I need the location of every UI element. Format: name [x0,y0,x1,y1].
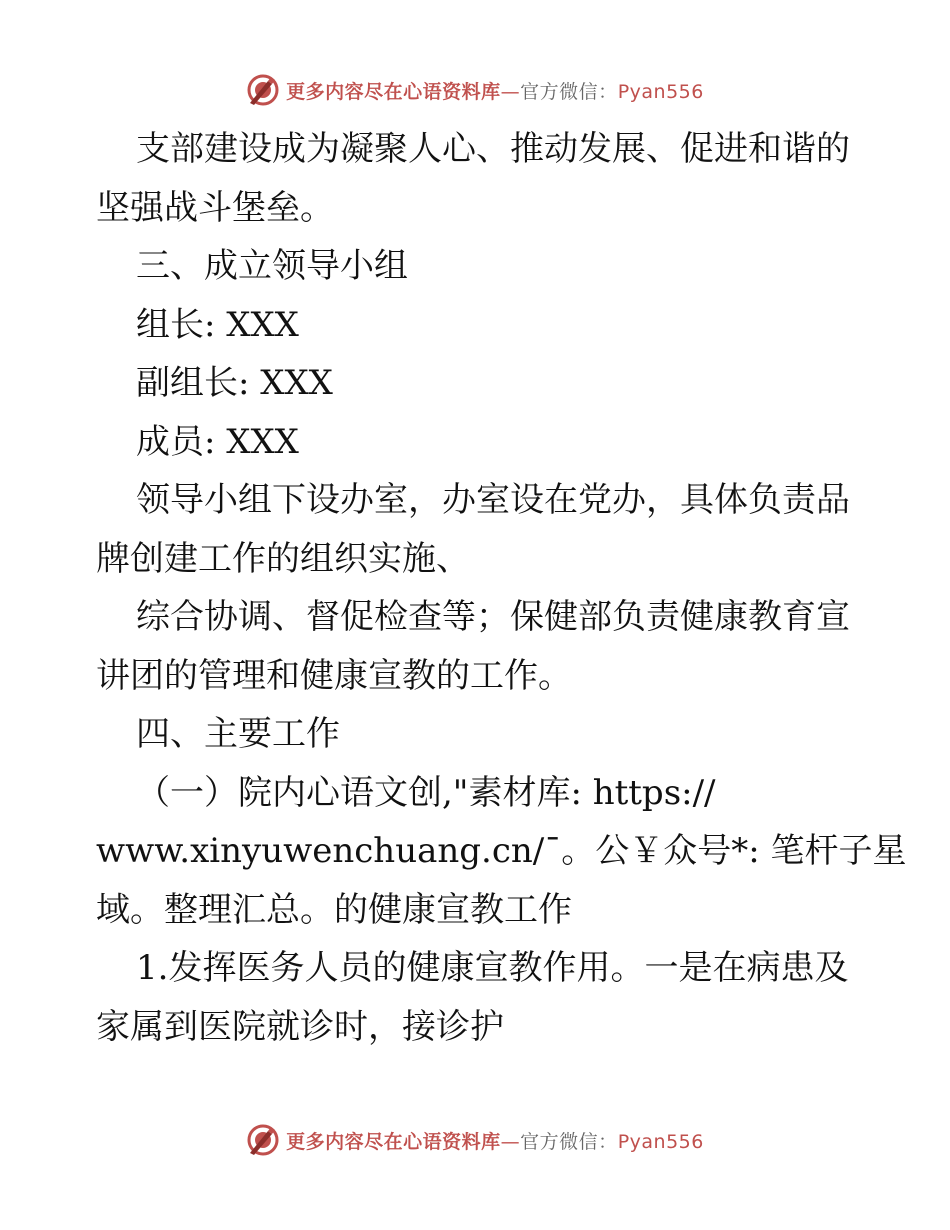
paragraph-line: 成员: XXX [136,421,299,462]
header-watermark [0,70,950,110]
watermark-main-text: 更多内容尽在心语资料库 [286,1130,501,1153]
paragraph-line: 牌创建工作的组织实施、 [96,538,470,579]
paragraph-line: www.xinyuwenchuang.cn/¯。公￥众号*: 笔杆子星 [96,831,907,871]
paragraph-line: 综合协调、督促检查等；保健部负责健康教育宣 [136,597,850,637]
footer-watermark [0,1120,950,1160]
watermark-account: Pyan556 [617,1130,704,1153]
watermark-account: Pyan556 [617,80,704,103]
paragraph-line: 副组长: XXX [136,363,333,403]
paragraph-line: 坚强战斗堡垒。 [96,187,334,228]
watermark-dash: — [500,80,521,103]
paragraph-line: 组长: XXX [136,304,299,345]
pen-seal-icon [246,1123,280,1157]
paragraph-line: 1.发挥医务人员的健康宣教作用。一是在病患及 [136,948,849,988]
document-body [96,120,907,1056]
paragraph-line: 支部建设成为凝聚人心、推动发展、促进和谐的 [136,129,850,169]
paragraph-line: 三、成立领导小组 [136,246,408,286]
paragraph-line: （一）院内心语文创,"素材库: https:// [136,772,716,813]
paragraph-line: 四、主要工作 [136,714,340,754]
pen-seal-icon [246,73,280,107]
paragraph-line: 讲团的管理和健康宣教的工作。 [96,655,572,696]
watermark-main-text: 更多内容尽在心语资料库 [286,80,501,103]
paragraph-line: 域。整理汇总。的健康宣教工作 [96,889,572,930]
paragraph-line: 家属到医院就诊时，接诊护 [96,1006,504,1047]
watermark-dash: — [500,1130,521,1153]
paragraph-line: 领导小组下设办室，办室设在党办，具体负责品 [136,480,850,520]
watermark-label: 官方微信： [520,80,618,103]
watermark-label: 官方微信： [520,1130,618,1153]
